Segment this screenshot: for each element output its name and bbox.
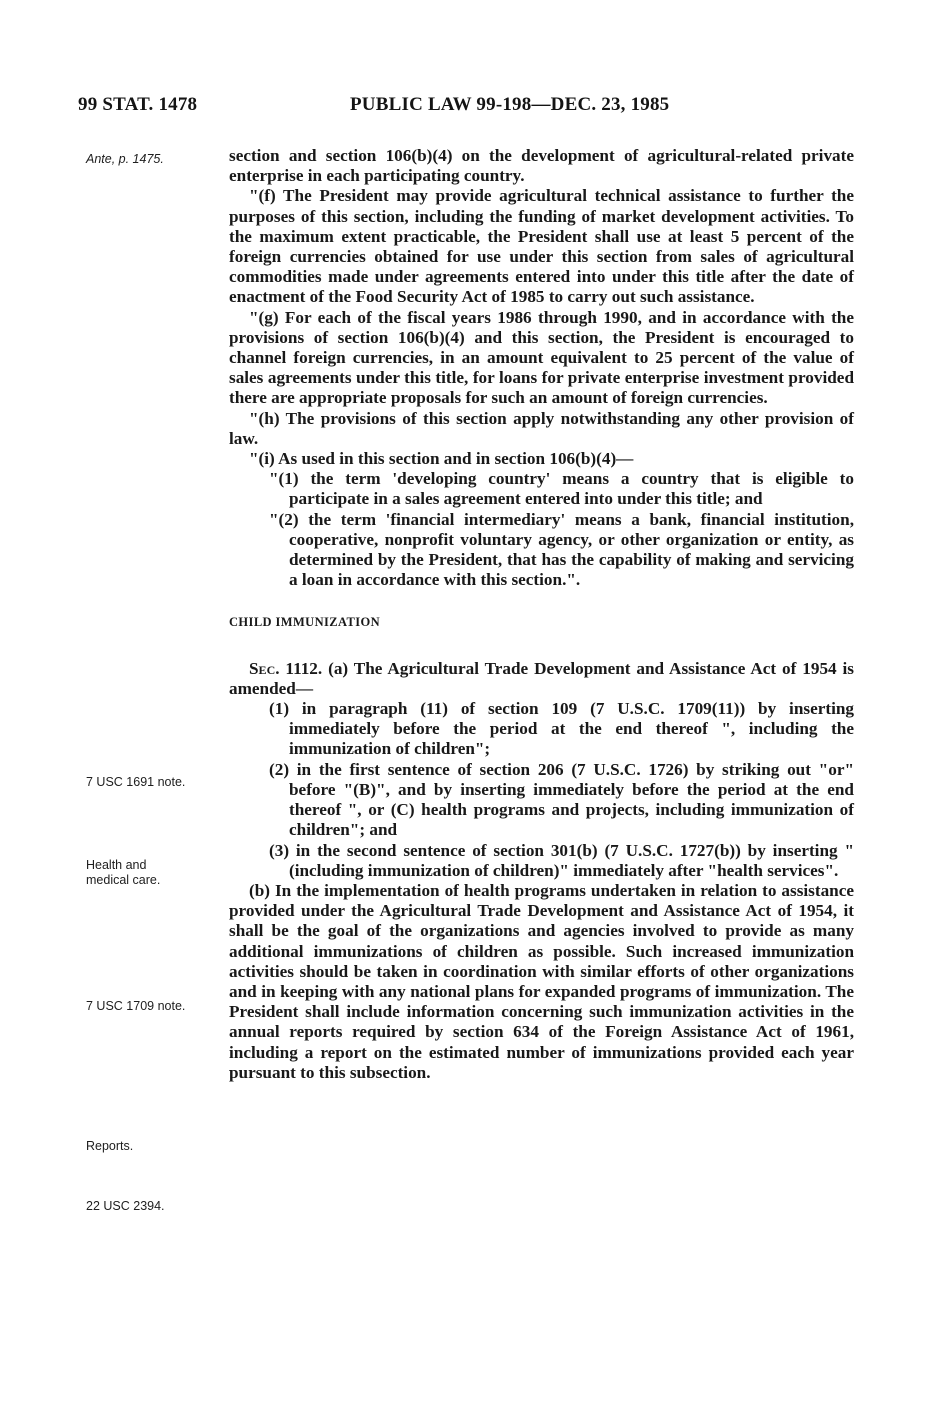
subsection-i: "(i) As used in this section and in section 106(b)(4)— [249,449,634,469]
public-law-title: PUBLIC LAW 99-198—DEC. 23, 1985 [350,94,670,115]
margin-note-usc-2394: 22 USC 2394. [86,1199,165,1213]
margin-note-reports: Reports. [86,1139,134,1153]
stat-page-reference: 99 STAT. 1478 [78,94,198,115]
section-1112-text: (a) The Agricultural Trade Development and Assistance Act of 1954 is amended— [229,658,854,698]
definition-1: "(1) the term 'developing country' means a country that is eligible to participate in a sales agreement entered into under this title; and [269,469,854,509]
section-label: Sec. 1112. [249,658,323,678]
section-heading: CHILD IMMUNIZATION [229,615,381,630]
margin-note-ante: Ante, p. 1475. [86,152,164,166]
amendment-3: (3) in the second sentence of section 301(b) (7 U.S.C. 1727(b)) by inserting "(including immunization of children)" immediately after "health services". [269,840,854,880]
margin-note-health-line2: medical care. [86,873,161,887]
margin-note-usc-1691: 7 USC 1691 note. [86,775,186,789]
subsection-f: "(f) The President may provide agricultural technical assistance to further the purposes of this section, including the funding of market development activities. To the maximum extent practicable, the President shall use at least 5 percent of the foreign currencies obtained for use under this section from sales of agricultural commodities made under agreements entered into under this title after the date of enactment of the Food Security Act of 1985 to carry out such assistance. [229,186,854,307]
statute-body [229,146,854,1083]
amendment-2: (2) in the first sentence of section 206 (7 U.S.C. 1726) by striking out "or" before "(B)", and by inserting immediately before the period at the end thereof ", or (C) health programs and projects, including immunization of children"; and [269,759,854,840]
margin-note-health-line1: Health and [86,858,147,872]
amendment-1: (1) in paragraph (11) of section 109 (7 U.S.C. 1709(11)) by inserting immediately before the period at the end thereof ", including the immunization of children"; [269,699,854,759]
section-1112-intro [229,659,854,699]
margin-note-usc-1709: 7 USC 1709 note. [86,999,186,1013]
subsection-b: (b) In the implementation of health programs undertaken in relation to assistance provided under the Agricultural Trade Development and Assistance Act of 1954, it shall be the goal of the organizations and agencies involved to provide as many additional immunizations of children as possible. Such increased immunization activities should be taken in coordination with similar efforts of other organizations and in keeping with any national plans for expanded programs of immunization. The President shall include information concerning such immunization activities in the annual reports required by section 634 of the Foreign Assistance Act of 1961, including a report on the estimated number of immunizations provided each year pursuant to this subsection. [229,880,854,1082]
subsection-h: "(h) The provisions of this section apply notwithstanding any other provision of law. [229,408,854,448]
subsection-g: "(g) For each of the fiscal years 1986 through 1990, and in accordance with the provisions of section 106(b)(4) and this section, the President is encouraged to channel foreign currencies, in an amount equivalent to 25 percent of the value of sales agreements under this title, for loans for private enterprise investment provided there are appropriate proposals for such an amount of foreign currencies. [229,307,854,408]
paragraph-continuation: section and section 106(b)(4) on the development of agricultural-related private enterprise in each participating country. [229,146,854,186]
definition-2: "(2) the term 'financial intermediary' means a bank, financial institution, cooperative, nonprofit voluntary agency, or other organization or entity, as determined by the President, that has the capability of making and servicing a loan in accordance with this section.". [269,509,854,590]
margin-note-health [86,858,226,888]
